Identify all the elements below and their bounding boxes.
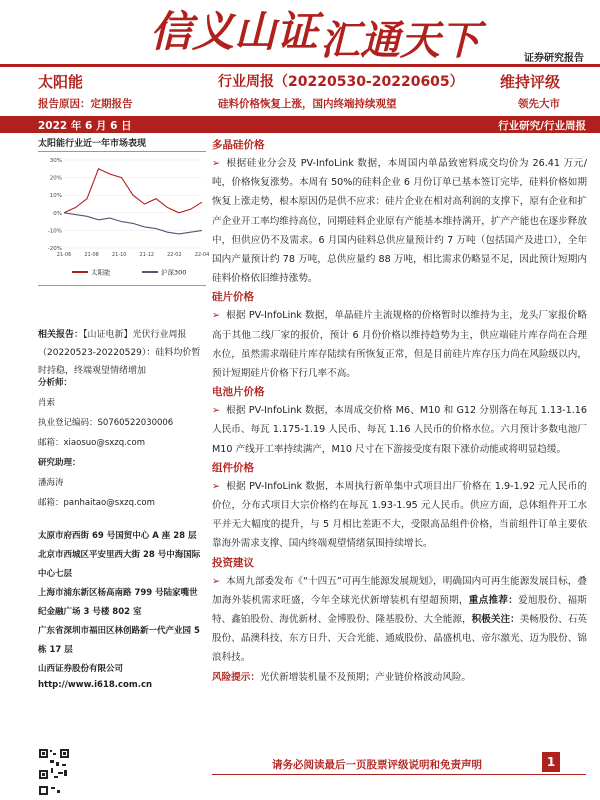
license-label: 执业登记编码： (38, 418, 98, 428)
address-shenzhen: 广东省深圳市福田区林创路新一代产业园 5 栋 17 层 (38, 626, 200, 655)
header-divider (0, 64, 600, 67)
bullet-arrow-icon: ➢ (212, 575, 221, 587)
report-title: 行业周报（20220530-20220605） (218, 74, 464, 90)
chart-y-tick: 30% (49, 158, 62, 164)
report-type: 证券研究报告 (524, 53, 584, 64)
footer-disclaimer[interactable]: 请务必阅读最后一页股票评级说明和免责声明 (272, 759, 482, 771)
chart-x-tick: 22-02 (167, 252, 182, 258)
section-investment-text: ➢ 本周九部委发布《“十四五”可再生能源发展规划》，明确国内可再生能源发展目标，叠加海外装机需求旺盛，今年全球光伏新增装机有望超预期，重点推荐：爱旭股份、福斯特、鑫铂股份、海优新材、金博股份、隆基股份、大全能源，积极关注：美畅股份、石英股份、晶澳科技、东方日升、天合光能、通威股份、晶盛机电、帝尔激光、迈为股份、锦浪科技。 (212, 575, 588, 664)
section-wafer-text: ➢ 根据 PV-InfoLink 数据，单晶硅片主流规格的价格暂时以维持为主，龙头厂家报价略高于其他二线厂家的报价，预计 6 月份价格以维持趋势为主，供应端硅片库存尚在合理水位，虽然需求端硅片库存陆续有所恢复正常，但是目前硅片库存压力尚在风险级以内，预计短期硅片价格下行几率不高。 (212, 310, 587, 380)
watch-stocks: 美畅股份、石英股份、晶澳科技、东方日升、天合光能、通威股份、晶盛机电、帝尔激光、迈为股份、锦浪科技。 (212, 614, 588, 664)
risk-label: 风险提示： (212, 671, 260, 683)
section-module-text: ➢ 根据 PV-InfoLink 数据，本周执行新单集中式项目出厂价格在 1.9-1.92 元人民币的价位，分布式项目大宗价格约在每瓦 1.93-1.95 元人民币。供应方面，总体组件开工水平并无大幅度的提升，与 5 月相比差距不大，受限高品组件价格，当前组件订单主要依靠海外需求支撑、国内终端观望情绪氛围持续增长。 (212, 480, 587, 550)
address-block (38, 527, 206, 679)
section-polysilicon-text: ➢ 根据硅业分会及 PV-InfoLink 数据，本周国内单晶致密料成交均价为 26.41 万元/吨，价格恢复涨势。本周有 50%的硅料企业 6 月份订单已基本签订完毕，硅料价格如期恢复上涨走势，根本原因仍是供不应求：硅片企业在相对高利润的支撑下，原有企业和扩产企业开工率均维持高位，同期硅料企业原有产能基本维持满开，扩产产能也在逐步释放中，但供应仍不及需求。6 月国内硅料总供应量预计约 7 万吨（包括国产及进口），全年国内产量预计约 78 万吨，总供应量约 88 万吨，相比需求仍略显不足，因此预计短期内硅料价格依旧维持涨势。 (212, 158, 587, 285)
industry-name: 太阳能 (38, 73, 84, 91)
qr-code-icon (38, 748, 70, 780)
chart-x-tick: 21-06 (56, 252, 72, 258)
chart-series-line (64, 213, 202, 234)
section-investment-title: 投资建议 (212, 556, 254, 569)
section-polysilicon-title: 多晶硅价格 (212, 139, 265, 151)
qr-code-icon-2 (38, 785, 70, 800)
chart-x-tick: 21-08 (84, 252, 99, 258)
market-chart (38, 152, 210, 286)
license-number: S0760522030006 (97, 418, 174, 428)
chart-x-tick: 22-04 (194, 252, 210, 258)
section-cell-text: ➢ 根据 PV-InfoLink 数据，本周成交价格 M6、M10 和 G12 分别落在每瓦 1.13-1.16 人民币、每瓦 1.175-1.19 人民币、每瓦 1.16 人民币的价格水位。六月预计多数电池厂 M10 产线开工率持续满产，M10 尺寸在下游接受度有限下涨价动能或将明显趋缓。 (212, 405, 587, 455)
address-shanghai: 上海市浦东新区杨高南路 799 号陆家嘴世纪金融广场 3 号楼 802 室 (38, 588, 198, 617)
risk-text: 光伏新增装机量不及预期；产业链价格波动风险。 (259, 671, 472, 683)
chart-x-tick: 21-12 (139, 252, 155, 258)
bullet-arrow-icon: ➢ (212, 310, 221, 322)
report-reason: 报告原因：定期报告 (38, 98, 133, 110)
section-cell-title: 电池片价格 (212, 386, 265, 399)
slogan-text-2: 汇通天下 (320, 17, 480, 64)
bullet-arrow-icon: ➢ (212, 405, 221, 417)
date-bar (0, 116, 600, 133)
chart-y-tick: -20% (47, 246, 62, 252)
chart-x-tick: 21-10 (111, 252, 127, 258)
chart-legend-label: 沪深300 (161, 268, 187, 277)
sidebar (38, 136, 210, 380)
section-module-title: 组件价格 (212, 461, 254, 474)
contact-label: 研究助理： (38, 458, 81, 468)
analyst-label: 分析师： (38, 378, 73, 388)
report-subtitle: 硅料价格恢复上涨，国内终端持续观望 (218, 98, 397, 110)
page-number: 1 (542, 752, 560, 772)
report-category: 行业研究/行业周报 (498, 120, 586, 132)
chart-title: 太阳能行业近一年市场表现 (38, 136, 206, 152)
rating-value: 领先大市 (518, 98, 560, 110)
section-wafer-title: 硅片价格 (212, 291, 254, 304)
chart-y-tick: -10% (47, 228, 62, 235)
footer-divider (212, 774, 586, 775)
contact-name: 潘海涛 (38, 478, 64, 488)
related-label: 相关报告： (38, 330, 84, 340)
contact-email-label: 邮箱： (38, 498, 64, 508)
analyst-email[interactable]: xiaosuo@sxzq.com (63, 438, 146, 448)
focus-stocks: 爱旭股份、福斯特、鑫铂股份、海优新材、金博股份、隆基股份、大全能源， (212, 594, 588, 626)
address-beijing: 北京市西城区平安里西大街 28 号中海国际中心七层 (38, 550, 201, 579)
watch-label: 积极关注： (471, 614, 520, 626)
chart-y-tick: 20% (49, 175, 62, 182)
focus-label: 重点推荐： (468, 594, 519, 606)
related-report (38, 326, 206, 380)
bullet-arrow-icon: ➢ (212, 158, 221, 169)
risk-warning (212, 668, 587, 687)
market-chart-svg (38, 152, 210, 286)
website-link[interactable]: http://www.i618.com.cn (38, 680, 153, 690)
analyst-name: 肖索 (38, 398, 56, 408)
company-name: 山西证券股份有限公司 (38, 664, 124, 674)
report-date: 2022 年 6 月 6 日 (38, 120, 132, 132)
main-content (212, 136, 587, 687)
related-text[interactable]: 【山证电新】光伏行业周报（20220523-20220529）：硅料均价暂时持稳，终端观望情绪增加 (38, 330, 201, 376)
chart-y-tick: 0% (53, 210, 62, 217)
chart-y-tick: 10% (49, 193, 62, 200)
chart-series-line (64, 169, 202, 213)
bullet-arrow-icon: ➢ (212, 480, 221, 492)
analyst-info (38, 373, 206, 513)
email-label: 邮箱： (38, 438, 64, 448)
rating: 维持评级 (499, 73, 560, 91)
contact-email[interactable]: panhaitao@sxzq.com (63, 498, 155, 508)
brand-slogan-logo (150, 0, 480, 64)
address-taiyuan: 太原市府西街 69 号国贸中心 A 座 28 层 (38, 531, 197, 541)
slogan-text: 信义山证 (150, 7, 319, 56)
chart-legend-label: 太阳能 (91, 268, 111, 277)
